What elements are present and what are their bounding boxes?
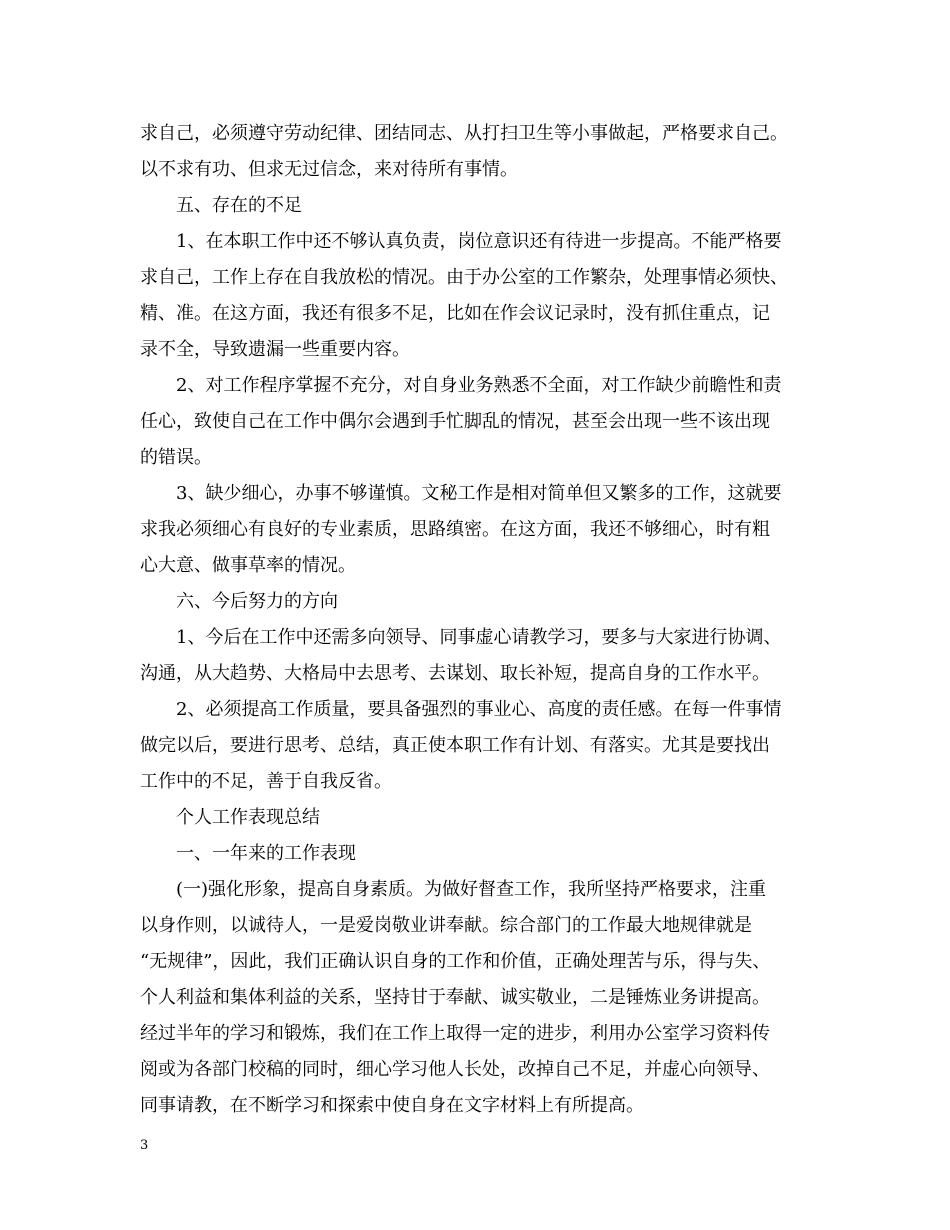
text-line: 以不求有功、但求无过信念，来对待所有事情。	[140, 159, 518, 180]
text-line: 沟通，从大趋势、大格局中去思考、去谋划、取长补短，提高自身的工作水平。	[140, 663, 770, 684]
text-line: 一、一年来的工作表现	[176, 843, 356, 864]
text-line: 个人工作表现总结	[176, 807, 320, 828]
text-line: 以身作则，以诚待人，一是爱岗敬业讲奉献。综合部门的工作最大地规律就是	[140, 915, 752, 936]
text-line: 1、今后在工作中还需多向领导、同事虚心请教学习，要多与大家进行协调、	[176, 627, 782, 648]
text-line: 心大意、做事草率的情况。	[140, 555, 356, 576]
text-line: 任心，致使自己在工作中偶尔会遇到手忙脚乱的情况，甚至会出现一些不该出现	[140, 411, 770, 432]
text-line: (一)强化形象，提高自身素质。为做好督查工作，我所坚持严格要求，注重	[176, 879, 767, 900]
text-line: 精、准。在这方面，我还有很多不足，比如在作会议记录时，没有抓住重点，记	[140, 303, 770, 324]
text-line: 经过半年的学习和锻炼，我们在工作上取得一定的进步，利用办公室学习资料传	[140, 1023, 770, 1044]
page-number: 3	[140, 1138, 149, 1153]
text-line: 的错误。	[140, 447, 212, 468]
text-line: 五、存在的不足	[176, 195, 302, 216]
text-line: 做完以后，要进行思考、总结，真正使本职工作有计划、有落实。尤其是要找出	[140, 735, 770, 756]
text-line: 工作中的不足，善于自我反省。	[140, 771, 392, 792]
text-line: 六、今后努力的方向	[176, 591, 338, 612]
text-line: 2、必须提高工作质量，要具备强烈的事业心、高度的责任感。在每一件事情	[176, 699, 782, 720]
text-line: 录不全，导致遗漏一些重要内容。	[140, 339, 410, 360]
text-line: 求自己，工作上存在自我放松的情况。由于办公室的工作繁杂，处理事情必须快、	[140, 267, 788, 288]
text-line: 求自己，必须遵守劳动纪律、团结同志、从打扫卫生等小事做起，严格要求自己。	[140, 123, 788, 144]
text-line: 个人利益和集体利益的关系，坚持甘于奉献、诚实敬业，二是锤炼业务讲提高。	[140, 987, 770, 1008]
text-line: 3、缺少细心，办事不够谨慎。文秘工作是相对简单但又繁多的工作，这就要	[176, 483, 782, 504]
text-line: 2、对工作程序掌握不充分，对自身业务熟悉不全面，对工作缺少前瞻性和责	[176, 375, 782, 396]
text-line: 1、在本职工作中还不够认真负责，岗位意识还有待进一步提高。不能严格要	[176, 231, 782, 252]
document-body	[140, 116, 810, 1124]
text-line: 同事请教，在不断学习和探索中使自身在文字材料上有所提高。	[140, 1095, 644, 1116]
text-line: “无规律”，因此，我们正确认识自身的工作和价值，正确处理苦与乐，得与失、	[140, 951, 771, 972]
text-line: 阅或为各部门校稿的同时，细心学习他人长处，改掉自己不足，并虚心向领导、	[140, 1059, 770, 1080]
text-line: 求我必须细心有良好的专业素质，思路缜密。在这方面，我还不够细心，时有粗	[140, 519, 770, 540]
